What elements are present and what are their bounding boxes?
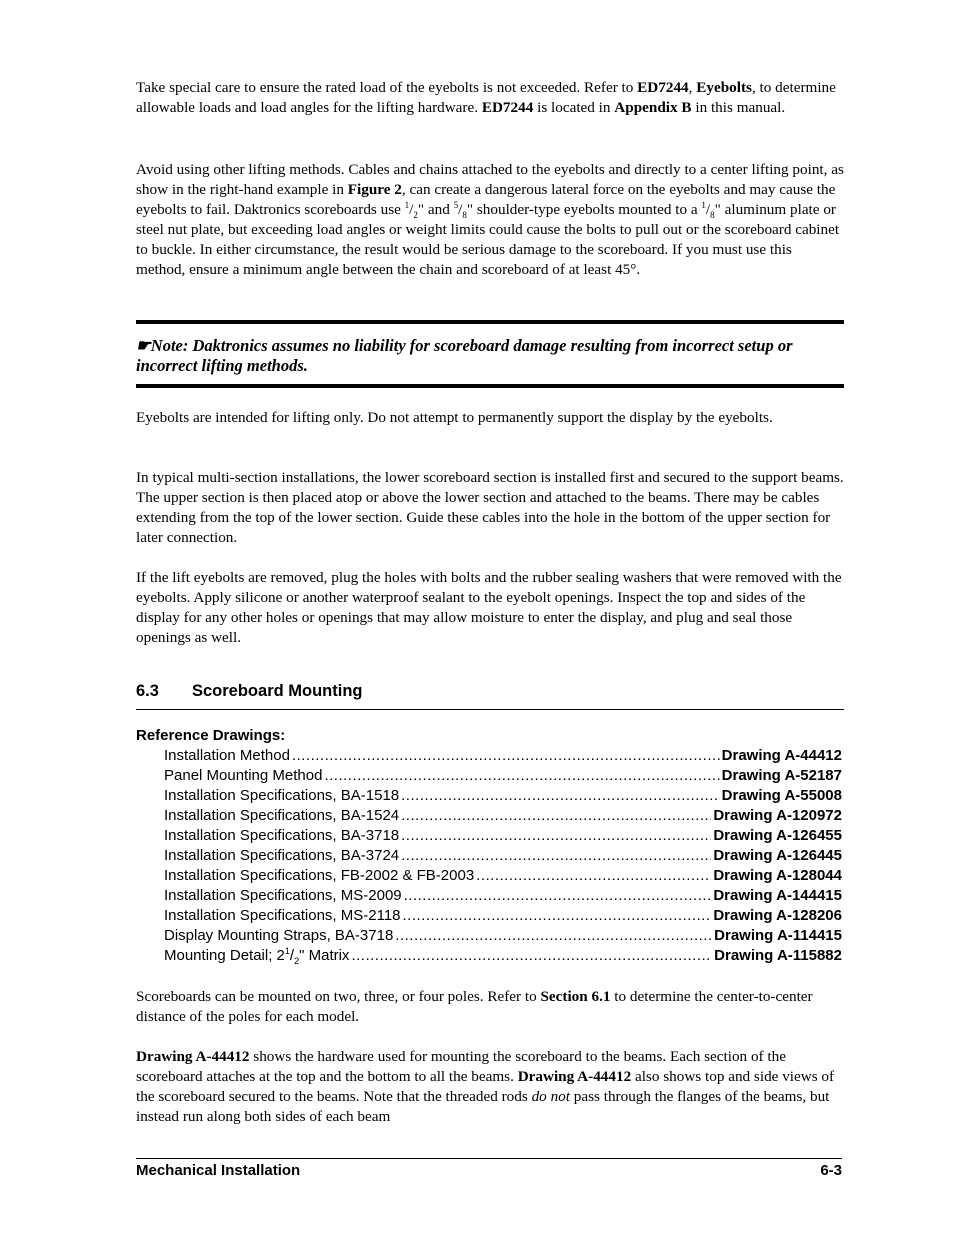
page-footer [136,1158,842,1179]
paragraph-poles: Scoreboards can be mounted on two, three, or four poles. Refer to Section 6.1 to determine the center-to-center distance of the poles for each model. [136,988,813,1025]
paragraph-mounting-hardware: Drawing A-44412 shows the hardware used for mounting the scoreboard to the beams. Each section of the scoreboard attaches at the top and the bottom to all the beams. Drawing A-44412 also shows top and side views of the scoreboard secured to the beams. Note that the threaded rods do not pass through the flanges of the beams, but instead run along both sides of each beam [136,1048,835,1125]
reference-drawings-list [164,747,842,967]
paragraph-eyebolts-removed: If the lift eyebolts are removed, plug the holes with bolts and the rubber sealing washers that were removed with the eyebolts. Apply silicone or another waterproof sealant to the eyebolt openings. Inspect the top and sides of the display for any other holes or openings that may allow moisture to enter the display, and plug and seal those openings as well. [136,569,842,646]
paragraph-eyebolts-lifting-only: Eyebolts are intended for lifting only. Do not attempt to permanently support the display by the eyebolts. [136,409,773,426]
section-heading [136,682,844,710]
footer-chapter-title: Mechanical Installation [136,1162,301,1179]
paragraph-lifting-methods: Avoid using other lifting methods. Cables and chains attached to the eyebolts and directly to a center lifting point, as show in the right-hand example in Figure 2, can create a dangerous lateral force on the eyebolts and may cause the eyebolts to fail. Daktronics scoreboards use $^1/_2$" and $^5/_8$" shoulder-type eyebolts mounted to a $^1/_8$" aluminum plate or steel nut plate, but exceeding load angles or weight limits could cause the bolts to pull out or the scoreboard cabinet to buckle. In either circumstance, the result would be serious damage to the scoreboard. If you must use this method, ensure a minimum angle between the chain and scoreboard of at least 45°. [136,161,844,278]
page-number: 6-3 [820,1162,842,1179]
list-item: Installation Specifications, BA-3724 ..... Drawing A-126445 [164,847,842,867]
list-item: Display Mounting Straps, BA-3718 ..... Drawing A-114415 [164,927,842,947]
reference-drawings-title: Reference Drawings: [136,727,286,744]
pointing-hand-icon: ☛ [136,336,151,355]
liability-note: ☛Note: Daktronics assumes no liability for scoreboard damage resulting from incorrect setup or incorrect lifting methods. [136,336,793,375]
list-item: Mounting Detail; $2^1/_2$" Matrix ..... Drawing A-115882 [164,947,842,967]
paragraph-rated-load: Take special care to ensure the rated load of the eyebolts is not exceeded. Refer to ED7244, Eyebolts, to determine allowable loads and load angles for the lifting hardware. ED7244 is located in Appendix B in this manual. [136,79,836,116]
list-item: Installation Specifications, MS-2118 ..... Drawing A-128206 [164,907,842,927]
list-item: Installation Specifications, BA-1524 ..... Drawing A-120972 [164,807,842,827]
list-item: Panel Mounting Method ..... Drawing A-52187 [164,767,842,787]
section-title: Scoreboard Mounting [192,682,363,700]
list-item: Installation Method ..... Drawing A-44412 [164,747,842,767]
list-item: Installation Specifications, FB-2002 & FB-2003 ..... Drawing A-128044 [164,867,842,887]
paragraph-multi-section: In typical multi-section installations, the lower scoreboard section is installed first and secured to the support beams. The upper section is then placed atop or above the lower section and attached to the beams. There may be cables extending from the top of the lower section. Guide these cables into the hole in the bottom of the upper section for later connection. [136,469,844,546]
liability-note-box [136,320,844,388]
list-item: Installation Specifications, BA-3718 ..... Drawing A-126455 [164,827,842,847]
list-item: Installation Specifications, BA-1518 ..... Drawing A-55008 [164,787,842,807]
section-number: 6.3 [136,682,159,700]
list-item: Installation Specifications, MS-2009 ..... Drawing A-144415 [164,887,842,907]
